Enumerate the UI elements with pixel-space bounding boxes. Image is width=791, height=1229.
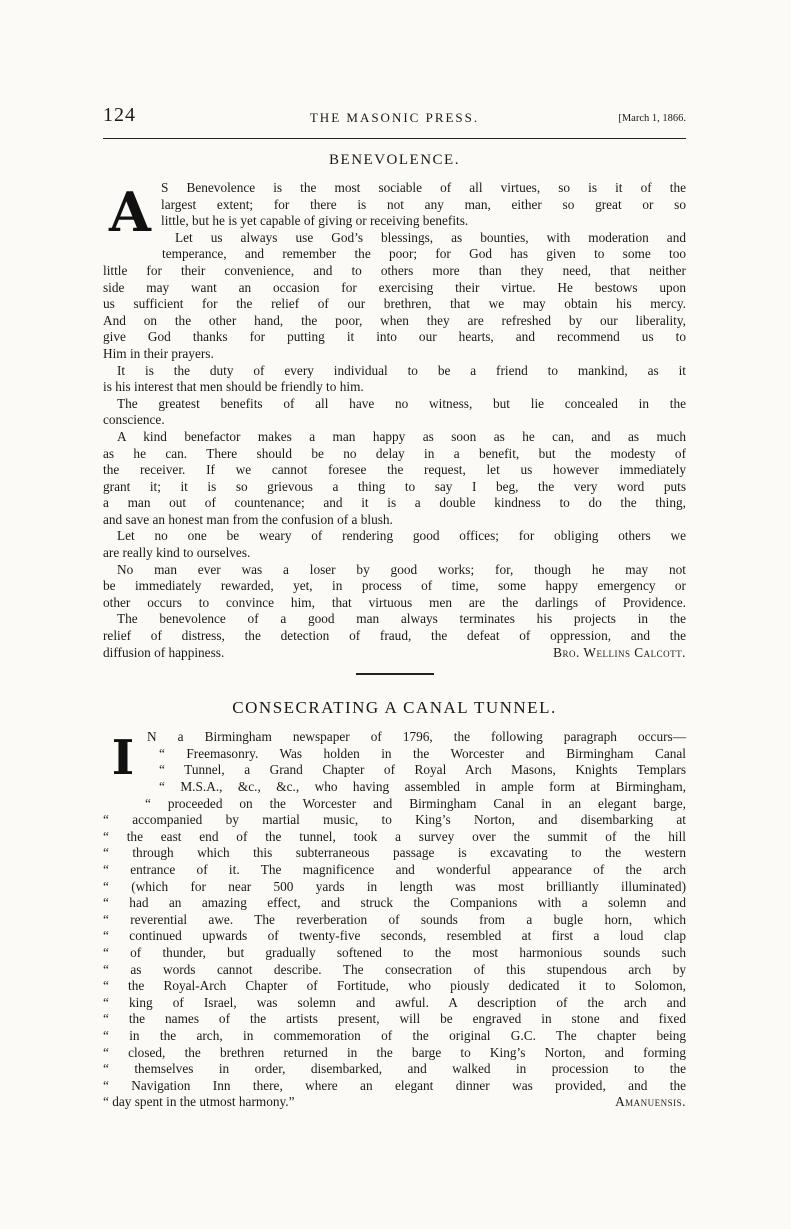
text-line: “ Tunnel, a Grand Chapter of Royal Arch Masons, Knights Templars [159,762,686,778]
journal-title: THE MASONIC PRESS. [309,110,480,125]
author-signature: Bro. Wellins Calcott. [553,644,686,660]
text-line: “ accompanied by martial music, to King’s Norton, and disembarking at [103,812,686,828]
section-divider [356,673,434,675]
text-line: side may want an occasion for exercising their virtue. He bestows upon [103,279,686,295]
text-line: Him in their prayers. [103,345,214,361]
text-line: Let no one be weary of rendering good offices; for obliging others we [117,528,686,544]
article-title-canal-tunnel: CONSECRATING A CANAL TUNNEL. [232,698,557,718]
text-line: be immediately rewarded, yet, in process of time, some happy emergency or [103,578,686,594]
text-line: relief of distress, the detection of fraud, the defeat of oppression, and the [103,628,686,644]
text-line: “ in the arch, in commemoration of the original G.C. The chapter being [103,1027,686,1043]
issue-date: [March 1, 1866. [618,113,686,124]
text-line: “ (which for near 500 yards in length was most brilliantly illuminated) [103,878,686,894]
article-benevolence [103,180,686,661]
author-signature: Amanuensis. [615,1094,686,1110]
text-line: little, but he is yet capable of giving or receiving benefits. [161,213,469,229]
text-line: “ continued upwards of twenty-five seconds, resembled at first a loud clap [103,928,686,944]
text-line: a man out of countenance; and it is a double kindness to do the thing, [103,495,686,511]
running-head [103,104,686,128]
closing-line [103,645,686,662]
text-line: “ through which this subterraneous passage is excavating to the western [103,845,686,861]
text-line: as he can. There should be no delay in a benefit, but the modesty of [103,445,686,461]
text-line: “ Navigation Inn there, where an elegant dinner was provided, and the [103,1077,686,1093]
text-line: “ proceeded on the Worcester and Birmingham Canal in an elegant barge, [145,795,686,811]
text-line: Let us always use God’s blessings, as bounties, with moderation and [175,229,686,245]
text-line: largest extent; for there is not any man, either so great or so [161,196,686,212]
drop-cap-letter: A [109,180,151,244]
text-line: N a Birmingham newspaper of 1796, the following paragraph occurs— [147,729,686,745]
text-line: “ reverential awe. The reverberation of sounds from a bugle horn, which [103,911,686,927]
text-line: other occurs to convince him, that virtuous men are the darlings of Providence. [103,594,686,610]
text-line: The benevolence of a good man always terminates his projects in the [117,611,686,627]
text-line: S Benevolence is the most sociable of all virtues, so is it of the [161,180,686,195]
page-number: 124 [103,104,136,126]
text-line: little for their convenience, and to others more than they need, that neither [103,262,686,278]
text-line: “ the east end of the tunnel, took a survey over the summit of the hill [103,828,686,844]
text-line: give God thanks for putting it into our hearts, and recommend us to [103,329,686,345]
text-line: grant it; it is so grievous a thing to say I beg, the very word puts [103,478,686,494]
article-title-benevolence: BENEVOLENCE. [329,152,460,168]
text-line: No man ever was a loser by good works; for, though he may not [117,561,686,577]
header-rule [103,138,686,139]
text-line: “ as words cannot describe. The consecration of this stupendous arch by [103,961,686,977]
text-line: temperance, and remember the poor; for God has given to some too [162,246,686,262]
text-line: is his interest that men should be friendly to him. [103,379,364,395]
text-line: are really kind to ourselves. [103,545,251,561]
text-line: “ themselves in order, disembarked, and walked in procession to the [103,1061,686,1077]
text-line: diffusion of happiness. [103,644,225,660]
text-line: “ entrance of it. The magnificence and wonderful appearance of the arch [103,861,686,877]
text-line: It is the duty of every individual to be a friend to mankind, as it [117,362,686,378]
page [103,104,686,1111]
text-line: A kind benefactor makes a man happy as soon as he can, and as much [117,428,686,444]
article-canal-tunnel [103,729,686,1111]
closing-line [103,1094,686,1111]
text-line: “ closed, the brethren returned in the barge to King’s Norton, and forming [103,1044,686,1060]
text-line: And on the other hand, the poor, when they are refreshed by our liberality, [103,312,686,328]
text-line: conscience. [103,412,165,428]
text-line: “ the names of the artists present, will be engraved in stone and fixed [103,1011,686,1027]
text-line: “ king of Israel, was solemn and awful. A description of the arch and [103,994,686,1010]
text-line: “ day spent in the utmost harmony.” [103,1094,295,1110]
drop-cap-letter: I [111,730,135,787]
text-line: “ Freemasonry. Was holden in the Worcester and Birmingham Canal [159,745,686,761]
text-line: and save an honest man from the confusion of a blush. [103,511,393,527]
text-line: The greatest benefits of all have no witness, but lie concealed in the [117,395,686,411]
drop-cap [103,180,157,244]
text-line: “ M.S.A., &c., &c., who having assembled in ample form at Birmingham, [159,779,686,794]
text-line: the receiver. If we cannot foresee the request, let us however immediately [103,462,686,478]
text-line: “ of thunder, but gradually softened to the most harmonious sounds such [103,944,686,960]
text-line: “ had an amazing effect, and struck the Companions with a solemn and [103,895,686,911]
text-line: “ the Royal-Arch Chapter of Fortitude, who piously dedicated it to Solomon, [103,978,686,994]
text-line: us sufficient for the relief of our brethren, that we may obtain his mercy. [103,296,686,312]
drop-cap [103,729,143,787]
